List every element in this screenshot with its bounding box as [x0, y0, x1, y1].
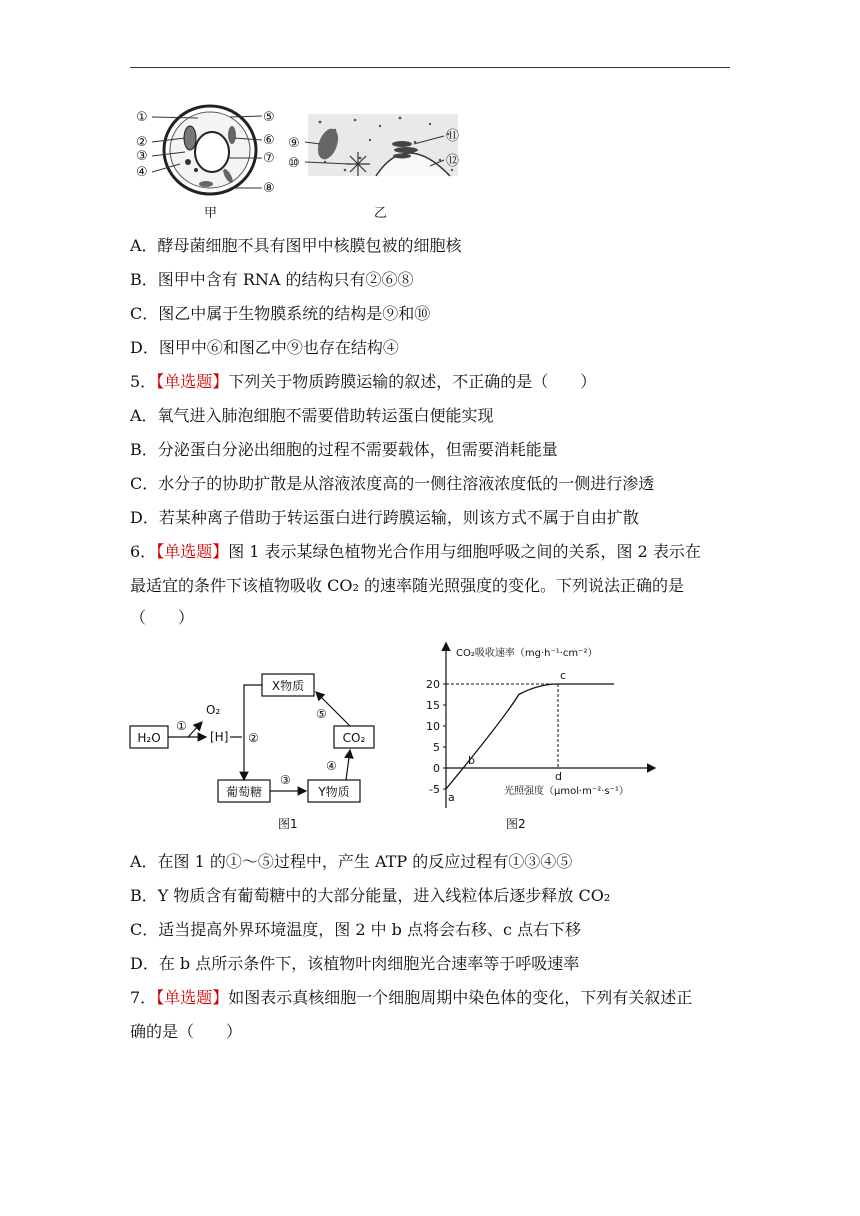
cell-figure [130, 100, 470, 222]
figure-1-diagram [128, 670, 388, 840]
step-4: ④ [326, 759, 337, 773]
y-tick-label: 0 [433, 762, 440, 775]
q7-stem-text-1: 如图表示真核细胞一个细胞周期中染色体的变化，下列有关叙述正 [228, 988, 693, 1007]
x-axis-label: 光照强度（μmol·m⁻²·s⁻¹） [504, 786, 629, 797]
q4-option-d: D．图甲中⑥和图乙中⑨也存在结构④ [130, 338, 399, 357]
mark-2: ② [136, 135, 148, 150]
label-y: Y物质 [318, 785, 350, 799]
q4-option-c: C．图乙中属于生物膜系统的结构是⑨和⑩ [130, 304, 431, 323]
label-co2: CO₂ [342, 731, 366, 745]
q5-stem-text: 下列关于物质跨膜运输的叙述，不正确的是（ ） [228, 372, 597, 391]
label-h: [H] [210, 730, 229, 744]
q6-stem-line3: （ ） [130, 608, 195, 627]
point-c: c [560, 669, 567, 682]
step-5: ⑤ [316, 707, 327, 721]
mark-8: ⑧ [263, 181, 275, 196]
mark-3: ③ [136, 149, 148, 164]
q6-stem-line2: 最适宜的条件下该植物吸收 CO₂ 的速率随光照强度的变化。下列说法正确的是 [130, 576, 684, 595]
q5-number: 5． [130, 372, 157, 391]
q5-option-c: C．水分子的协助扩散是从溶液浓度高的一侧往溶液浓度低的一侧进行渗透 [130, 474, 655, 493]
mark-11: ⑪ [446, 129, 460, 144]
q7-type-tag: 【单选题】 [156, 988, 229, 1007]
label-h2o: H₂O [137, 731, 161, 745]
point-a: a [448, 791, 455, 804]
q7-number: 7． [130, 988, 157, 1007]
mark-12: ⑫ [446, 154, 460, 169]
mark-9: ⑨ [288, 136, 300, 151]
label-glucose: 葡萄糖 [225, 785, 263, 799]
figure-2-chart [416, 638, 686, 838]
q5-option-b: B．分泌蛋白分泌出细胞的过程不需要载体，但需要消耗能量 [130, 440, 558, 459]
q6-option-c: C．适当提高外界环境温度，图 2 中 b 点将会右移、c 点右下移 [130, 920, 582, 939]
q5-option-d: D．若某种离子借助于转运蛋白进行跨膜运输，则该方式不属于自由扩散 [130, 508, 639, 527]
caption-fig1: 图1 [278, 817, 298, 831]
y-tick-label: -5 [429, 783, 440, 796]
q7-stem-line1 [130, 988, 692, 1008]
step-1: ① [176, 719, 187, 733]
label-jia: 甲 [204, 206, 218, 221]
label-x: X物质 [271, 679, 305, 693]
y-axis-label: CO₂吸收速率（mg·h⁻¹·cm⁻²） [456, 648, 598, 659]
q6-stem-line1 [130, 542, 701, 562]
q6-option-a: A．在图 1 的①～⑤过程中，产生 ATP 的反应过程有①③④⑤ [130, 852, 573, 871]
label-o2: O₂ [206, 703, 221, 717]
q6-number: 6． [130, 542, 157, 561]
q5-stem [130, 372, 596, 392]
caption-fig2: 图2 [506, 817, 526, 831]
co2-uptake-curve [446, 684, 614, 789]
q6-option-d: D．在 b 点所示条件下，该植物叶肉细胞光合速率等于呼吸速率 [130, 954, 580, 973]
label-yi: 乙 [374, 206, 388, 221]
q6-stem-text-1: 图 1 表示某绿色植物光合作用与细胞呼吸之间的关系，图 2 表示在 [228, 542, 701, 561]
step-2: ② [248, 731, 259, 745]
point-b: b [468, 754, 475, 767]
mark-6: ⑥ [263, 133, 275, 148]
step-3: ③ [280, 773, 291, 787]
q4-option-b: B．图甲中含有 RNA 的结构只有②⑥⑧ [130, 270, 414, 289]
q5-type-tag: 【单选题】 [156, 372, 229, 391]
q7-stem-line2: 确的是（ ） [130, 1022, 243, 1041]
mark-4: ④ [136, 165, 148, 180]
mark-7: ⑦ [263, 151, 275, 166]
q4-option-a: A．酵母菌细胞不具有图甲中核膜包被的细胞核 [130, 236, 462, 255]
y-tick-label: 5 [433, 741, 440, 754]
mark-5: ⑤ [263, 110, 275, 125]
q6-type-tag: 【单选题】 [156, 542, 229, 561]
y-tick-label: 15 [426, 699, 440, 712]
y-tick-label: 20 [426, 678, 440, 691]
header-rule [130, 67, 730, 68]
y-tick-label: 10 [426, 720, 440, 733]
mark-10: ⑩ [288, 156, 300, 171]
point-d: d [555, 770, 562, 783]
mark-1: ① [136, 110, 148, 125]
q6-option-b: B．Y 物质含有葡萄糖中的大部分能量，进入线粒体后逐步释放 CO₂ [130, 886, 611, 905]
q5-option-a: A．氧气进入肺泡细胞不需要借助转运蛋白便能实现 [130, 406, 494, 425]
